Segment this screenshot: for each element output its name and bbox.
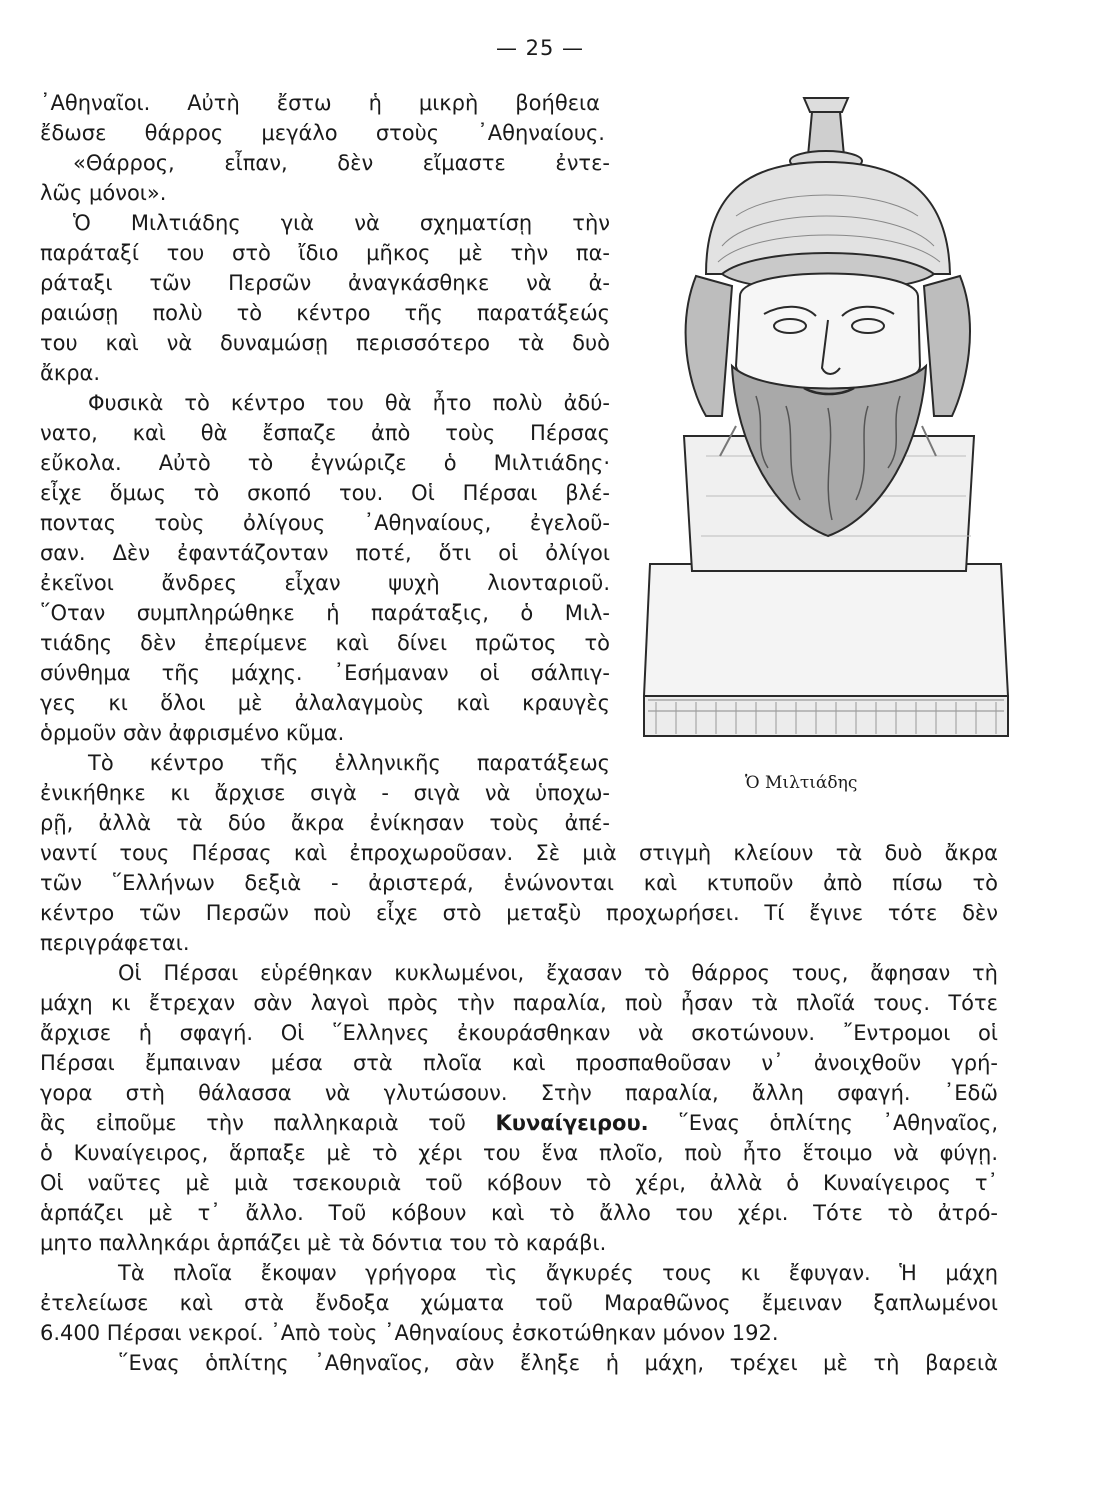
text-line: Τὸ κέντρο τῆς ἑλληνικῆς παρατάξεως (88, 751, 610, 775)
text-line: ραιώσῃ πολὺ τὸ κέντρο τῆς παρατάξεώς (40, 301, 610, 325)
text-line: ῞Ενας ὁπλίτης ᾿Αθηναῖος, σὰν ἔληξε ἡ μάχη, τρέχει μὲ τὴ βαρειὰ (118, 1351, 998, 1375)
figure-caption: Ὁ Μιλτιάδης (745, 773, 858, 793)
text-line: σαν. Δὲν ἐφαντάζονταν ποτέ, ὅτι οἱ ὀλίγοι (40, 541, 610, 565)
text-line: ράταξι τῶν Περσῶν ἀναγκάσθηκε νὰ ἀ- (40, 271, 610, 295)
text-line: ἐτελείωσε καὶ στὰ ἔνδοξα χώματα τοῦ Μαραθῶνος ἔμειναν ξαπλωμένοι (40, 1291, 998, 1315)
text-line: ἄκρα. (40, 361, 101, 385)
emphasized-name: Κυναίγειρου. (495, 1111, 649, 1135)
text-line: τῶν ῞Ελλήνων δεξιὰ - ἀριστερά, ἑνώνονται καὶ κτυποῦν ἀπὸ πίσω τὸ (40, 871, 998, 895)
text-line: μητο παλληκάρι ἁρπάζει μὲ τὰ δόντια του τὸ καράβι. (40, 1231, 607, 1255)
text-line: γορα στὴ θάλασσα νὰ γλυτώσουν. Στὴν παραλία, ἄλλη σφαγή. ᾿Εδῶ (40, 1081, 998, 1105)
text-line: ἄρχισε ἡ σφαγή. Οἱ ῞Ελληνες ἐκουράσθηκαν νὰ σκοτώνουν. ῎Εντρομοι οἱ (40, 1021, 998, 1045)
text-line: λῶς μόνοι». (40, 181, 167, 205)
text-line: Ὁ Μιλτιάδης γιὰ νὰ σχηματίσῃ τὴν (73, 211, 610, 235)
text-line: γες κι ὅλοι μὲ ἀλαλαγμοὺς καὶ κραυγὲς (40, 691, 610, 715)
text-line: εὔκολα. Αὐτὸ τὸ ἐγνώριζε ὁ Μιλτιάδης· (40, 451, 610, 475)
text-line: ὁ Κυναίγειρος, ἅρπαξε μὲ τὸ χέρι του ἕνα πλοῖο, ποὺ ἦτο ἕτοιμο νὰ φύγῃ. (40, 1141, 998, 1165)
page-number: — 25 — (495, 36, 585, 60)
text-line: 6.400 Πέρσαι νεκροί. ᾿Απὸ τοὺς ᾿Αθηναίους ἐσκοτώθηκαν μόνον 192. (40, 1321, 779, 1345)
text-line: ρῇ, ἀλλὰ τὰ δύο ἄκρα ἐνίκησαν τοὺς ἀπέ- (40, 811, 610, 835)
text-line: ἂς εἰποῦμε τὴν παλληκαριὰ τοῦ Κυναίγειρου. ῞Ενας ὁπλίτης ᾿Αθηναῖος, (40, 1111, 998, 1135)
text-line: Πέρσαι ἔμπαιναν μέσα στὰ πλοῖα καὶ προσπαθοῦσαν ν᾿ ἀνοιχθοῦν γρή- (40, 1051, 998, 1075)
text-line: ὁρμοῦν σὰν ἀφρισμένο κῦμα. (40, 721, 345, 745)
text-line: Οἱ Πέρσαι εὑρέθηκαν κυκλωμένοι, ἔχασαν τὸ θάρρος τους, ἄφησαν τὴ (118, 961, 998, 985)
text-line: τιάδης δὲν ἐπερίμενε καὶ δίνει πρῶτος τὸ (40, 631, 610, 655)
text-line: ἐνικήθηκε κι ἄρχισε σιγὰ - σιγὰ νὰ ὑποχω- (40, 781, 610, 805)
bust-engraving (636, 96, 1016, 746)
text-line: μάχη κι ἔτρεχαν σὰν λαγοὶ πρὸς τὴν παραλία, ποὺ ἦσαν τὰ πλοῖά τους. Τότε (40, 991, 998, 1015)
text-line: ναντί τους Πέρσας καὶ ἐπροχωροῦσαν. Σὲ μιὰ στιγμὴ κλείουν τὰ δυὸ ἄκρα (40, 841, 998, 865)
text-line: ἔδωσε θάρρος μεγάλο στοὺς ᾿Αθηναίους. (40, 121, 605, 145)
miltiades-bust-illustration (636, 96, 1016, 746)
text-line: κέντρο τῶν Περσῶν ποὺ εἶχε στὸ μεταξὺ προχωρήσει. Τί ἔγινε τότε δὲν (40, 901, 998, 925)
text-line: Φυσικὰ τὸ κέντρο του θὰ ἦτο πολὺ ἀδύ- (88, 391, 610, 415)
text-line: ῞Οταν συμπληρώθηκε ἡ παράταξις, ὁ Μιλ- (40, 601, 610, 625)
text-line: ἁρπάζει μὲ τ᾿ ἄλλο. Τοῦ κόβουν καὶ τὸ ἄλλο του χέρι. Τότε τὸ ἀτρό- (40, 1201, 998, 1225)
text-line: περιγράφεται. (40, 931, 190, 955)
text-line: του καὶ νὰ δυναμώσῃ περισσότερο τὰ δυὸ (40, 331, 610, 355)
text-line: ἐκεῖνοι ἄνδρες εἶχαν ψυχὴ λιονταριοῦ. (40, 571, 610, 595)
text-line: νατο, καὶ θὰ ἔσπαζε ἀπὸ τοὺς Πέρσας (40, 421, 610, 445)
text-line: παράταξί του στὸ ἴδιο μῆκος μὲ τὴν πα- (40, 241, 610, 265)
text-line: σύνθημα τῆς μάχης. ᾿Εσήμαναν οἱ σάλπιγ- (40, 661, 610, 685)
text-line: ᾿Αθηναῖοι. Αὐτὴ ἔστω ἡ μικρὴ βοήθεια (40, 91, 600, 115)
text-line: Οἱ ναῦτες μὲ μιὰ τσεκουριὰ τοῦ κόβουν τὸ χέρι, ἀλλὰ ὁ Κυναίγειρος τ᾿ (40, 1171, 998, 1195)
text-line: ποντας τοὺς ὀλίγους ᾿Αθηναίους, ἐγελοῦ- (40, 511, 610, 535)
text-line: εἶχε ὅμως τὸ σκοπό του. Οἱ Πέρσαι βλέ- (40, 481, 610, 505)
text-line: «Θάρρος, εἶπαν, δὲν εἴμαστε ἐντε- (73, 151, 610, 175)
text-line: Τὰ πλοῖα ἔκοψαν γρήγορα τὶς ἄγκυρές τους κι ἔφυγαν. Ἡ μάχη (118, 1261, 998, 1285)
